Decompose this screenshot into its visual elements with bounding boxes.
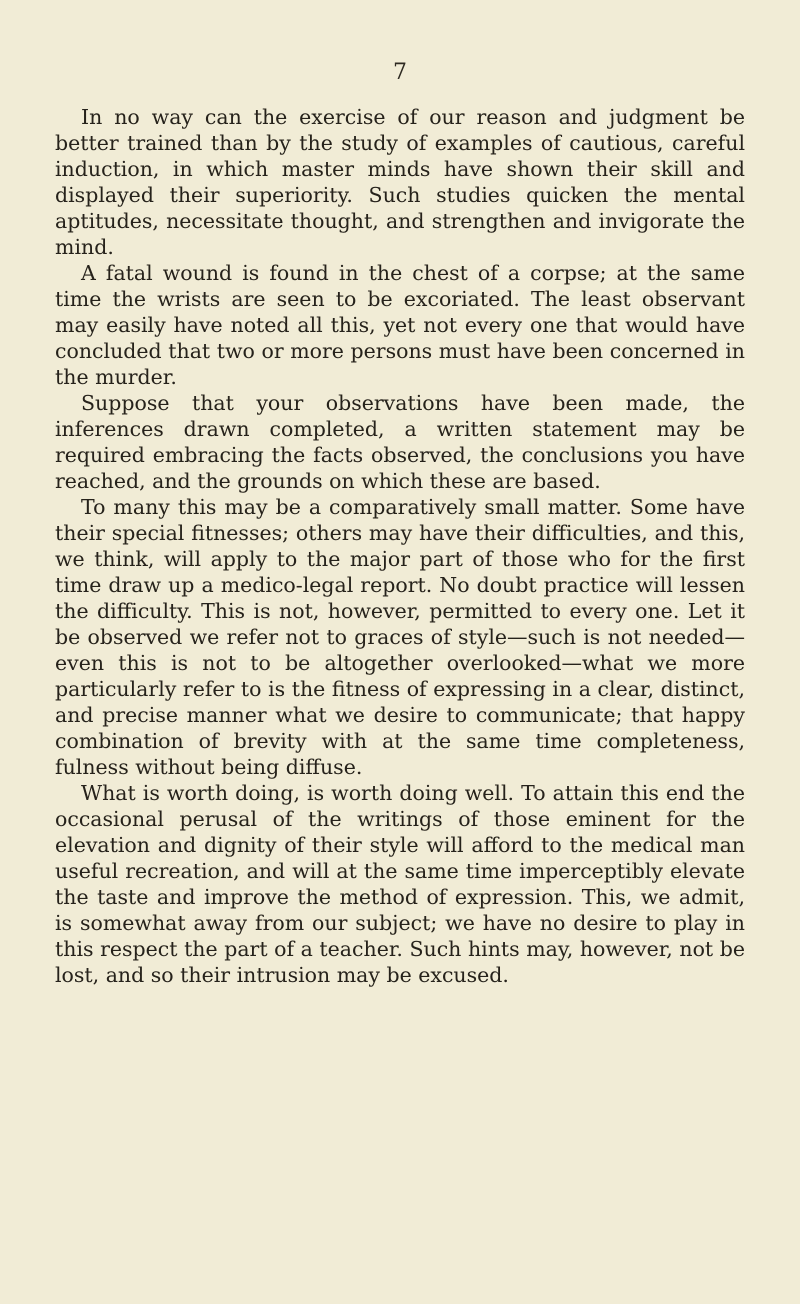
- body-text: [55, 104, 745, 988]
- paragraph-written-statement: Suppose that your observations have been made, the inferences drawn completed, a written statement may be required embracing the facts observed, the conclusions you have reached, and the grounds on which these are based.: [55, 391, 745, 493]
- paragraph-worth-doing: What is worth doing, is worth doing well. To attain this end the occasional perusal of the writings of those eminent for the elevation and dignity of their style will afford to the medical man useful recreation, and will at the same time imperceptibly elevate the taste and improve the method of expression. This, we admit, is somewhat away from our subject; we have no desire to play in this respect the part of a teacher. Such hints may, however, not be lost, and so their intrusion may be excused.: [55, 781, 745, 987]
- paragraph-reasoning: In no way can the exercise of our reason and judgment be better trained than by the study of examples of cautious, careful induction, in which master minds have shown their skill and displayed their superiority. Such studies quicken the mental aptitudes, necessitate thought, and strengthen and invigorate the mind.: [55, 105, 745, 259]
- paragraph-fatal-wound: A fatal wound is found in the chest of a corpse; at the same time the wrists are seen to be excoriated. The least observant may easily have noted all this, yet not every one that would have concluded that two or more persons must have been concerned in the murder.: [55, 261, 745, 389]
- page-number: 7: [393, 60, 407, 85]
- paragraph-medico-legal-report: To many this may be a comparatively small matter. Some have their special fitnesses; others may have their difficulties, and this, we think, will apply to the major part of those who for the first time draw up a medico-legal report. No doubt practice will lessen the difficulty. This is not, however, permitted to every one. Let it be observed we refer not to graces of style—such is not needed—even this is not to be altogether overlooked—what we more particularly refer to is the fitness of expressing in a clear, distinct, and precise manner what we desire to communicate; that happy combination of brevity with at the same time completeness, fulness without being diffuse.: [55, 495, 745, 779]
